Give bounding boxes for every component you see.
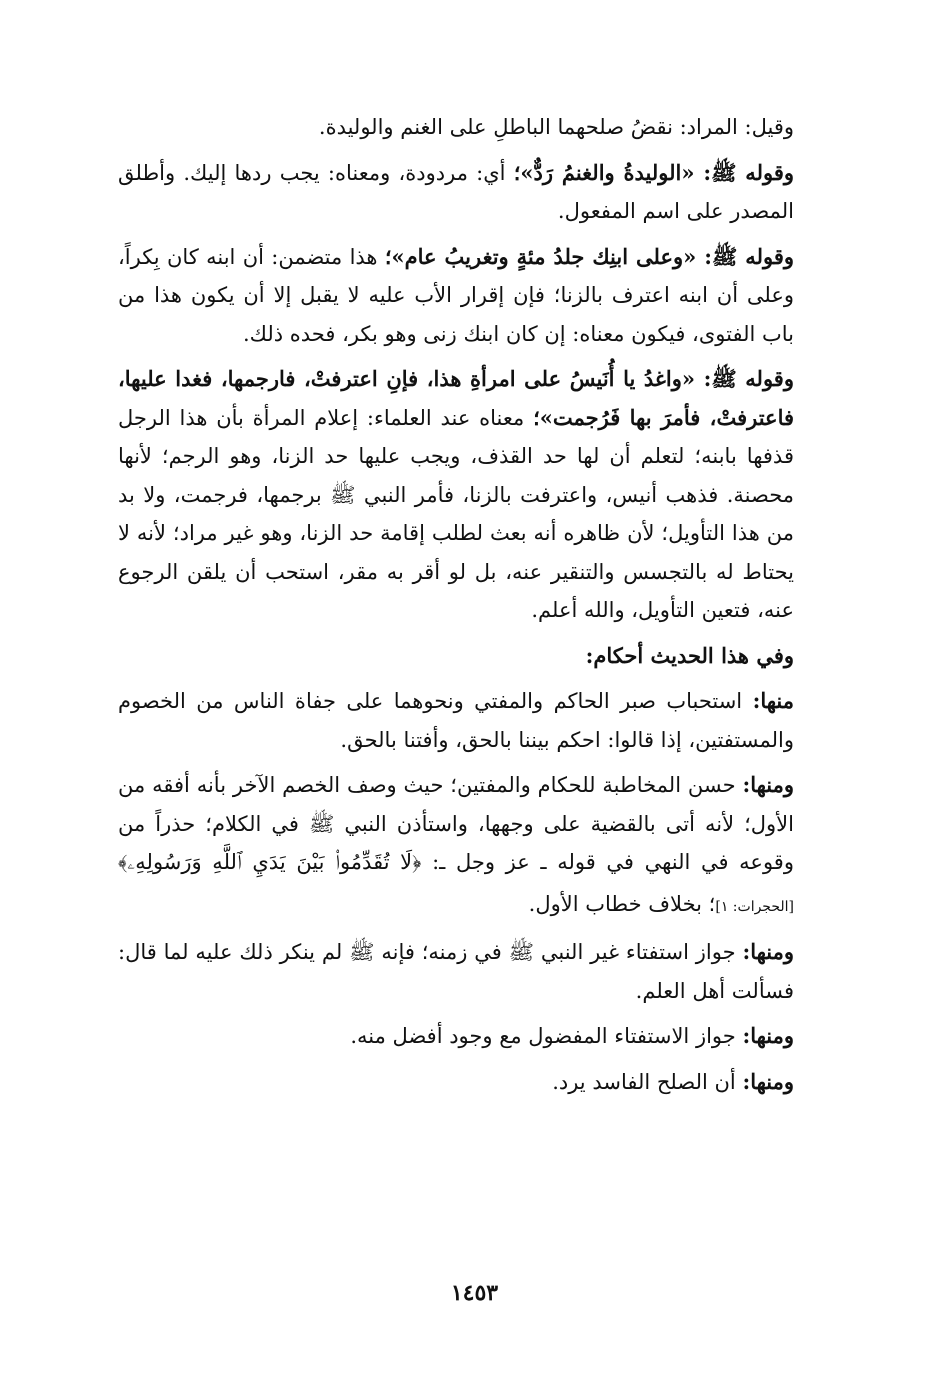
page-body [118,108,834,1108]
paragraph-text: معناه عند العلماء: إعلام المرأة بأن هذا الرجل قذفها بابنه؛ لتعلم أن لها حد القذف، ويجب عليها حد الزنا، وهو الرجم؛ لأنها محصنة. فذهب أنيس، واعترفت بالزنا، فأمر النبي ﷺ برجمها، فرجمت، ولا بد من هذا التأويل؛ لأن ظاهره أنه بعث لطلب إقامة حد الزنا، وهو غير مراد؛ لأنه لا يحتاط له بالتجسس والتنقير عنه، بل لو أقر به مقر، استحب أن يلقن الرجوع عنه، فتعين التأويل، والله أعلم. [118,405,794,622]
paragraph-text: وقيل: المراد: نقضُ صلحهما الباطلِ على الغنم والوليدة. [318,115,794,139]
paragraph-lead: ومنها: [742,1023,794,1048]
paragraph-lead: منها: [752,688,794,713]
paragraph-text: هذا متضمن: أن ابنه كان بِكراً، وعلى أن ابنه اعترف بالزنا؛ فإن إقرار الأب عليه لا يقبل إلا أن يكون هذا من باب الفتوى، فيكون معناه: إن كان ابنك زنى وهو بكر، فحده ذلك. [118,244,794,346]
paragraph-9 [118,1063,834,1102]
paragraph-lead: وقوله ﷺ: «واغدُ يا أُنَيسُ على امرأةِ هذا، فإنِ اعترفتْ، فارجمها، فغدا عليها، فاعترفتْ، فأمرَ بها فَرُجمت»؛ [118,366,795,430]
paragraph-text: جواز استفتاء غير النبي ﷺ في زمنه؛ فإنه ﷺ لم ينكر ذلك عليه لما قال: فسألت أهل العلم. [118,940,794,1003]
paragraph-text: جواز الاستفتاء المفضول مع وجود أفضل منه. [350,1024,743,1048]
paragraph-text: استحباب صبر الحاكم والمفتي ونحوهما على جفاة الناس من الخصوم والمستفتين، إذا قالوا: احكم بيننا بالحق، وأفتنا بالحق. [118,689,794,752]
paragraph-2 [118,154,834,231]
page-number: ١٤٥٣ [450,1280,499,1306]
paragraph-text: أن الصلح الفاسد يرد. [552,1069,743,1094]
paragraph-lead: وقوله ﷺ: «وعلى ابنِك جلدُ مئةٍ وتغريبُ عام»؛ [384,243,794,269]
paragraph-5 [118,682,834,759]
paragraph-tail: ؛ بخلاف خطاب الأول. [528,891,716,916]
paragraph-1 [118,108,834,147]
paragraph-3 [118,238,834,354]
paragraph-4 [118,360,834,630]
paragraph-text: أي: مردودة، ومعناه: يجب ردها إليك. وأطلق المصدر على اسم المفعول. [118,160,794,223]
section-heading: وفي هذا الحديث أحكام: [585,642,794,668]
paragraph-lead: ومنها: [742,772,794,797]
paragraph-6 [118,766,834,926]
paragraph-lead: ومنها: [742,939,794,964]
paragraph-8 [118,1017,834,1056]
paragraph-lead: ومنها: [742,1068,794,1094]
quran-reference: [الحجرات: ١] [715,898,794,915]
paragraph-text: حسن المخاطبة للحكام والمفتين؛ حيث وصف الخصم الآخر بأنه أفقه من الأول؛ لأنه أتى بالقضية على وجهها، واستأذن النبي ﷺ في الكلام؛ حذراً من وقوعه في النهي في قوله ـ عز وجل ـ: ﴿لَا تُقَدِّمُوا۟ بَيْنَ يَدَيِ ٱللَّهِ وَرَسُولِهِۦ﴾ [118,773,794,874]
paragraph-7 [118,933,834,1010]
paragraph-lead: وقوله ﷺ: «الوليدةُ والغنمُ رَدٌّ»؛ [513,159,794,185]
